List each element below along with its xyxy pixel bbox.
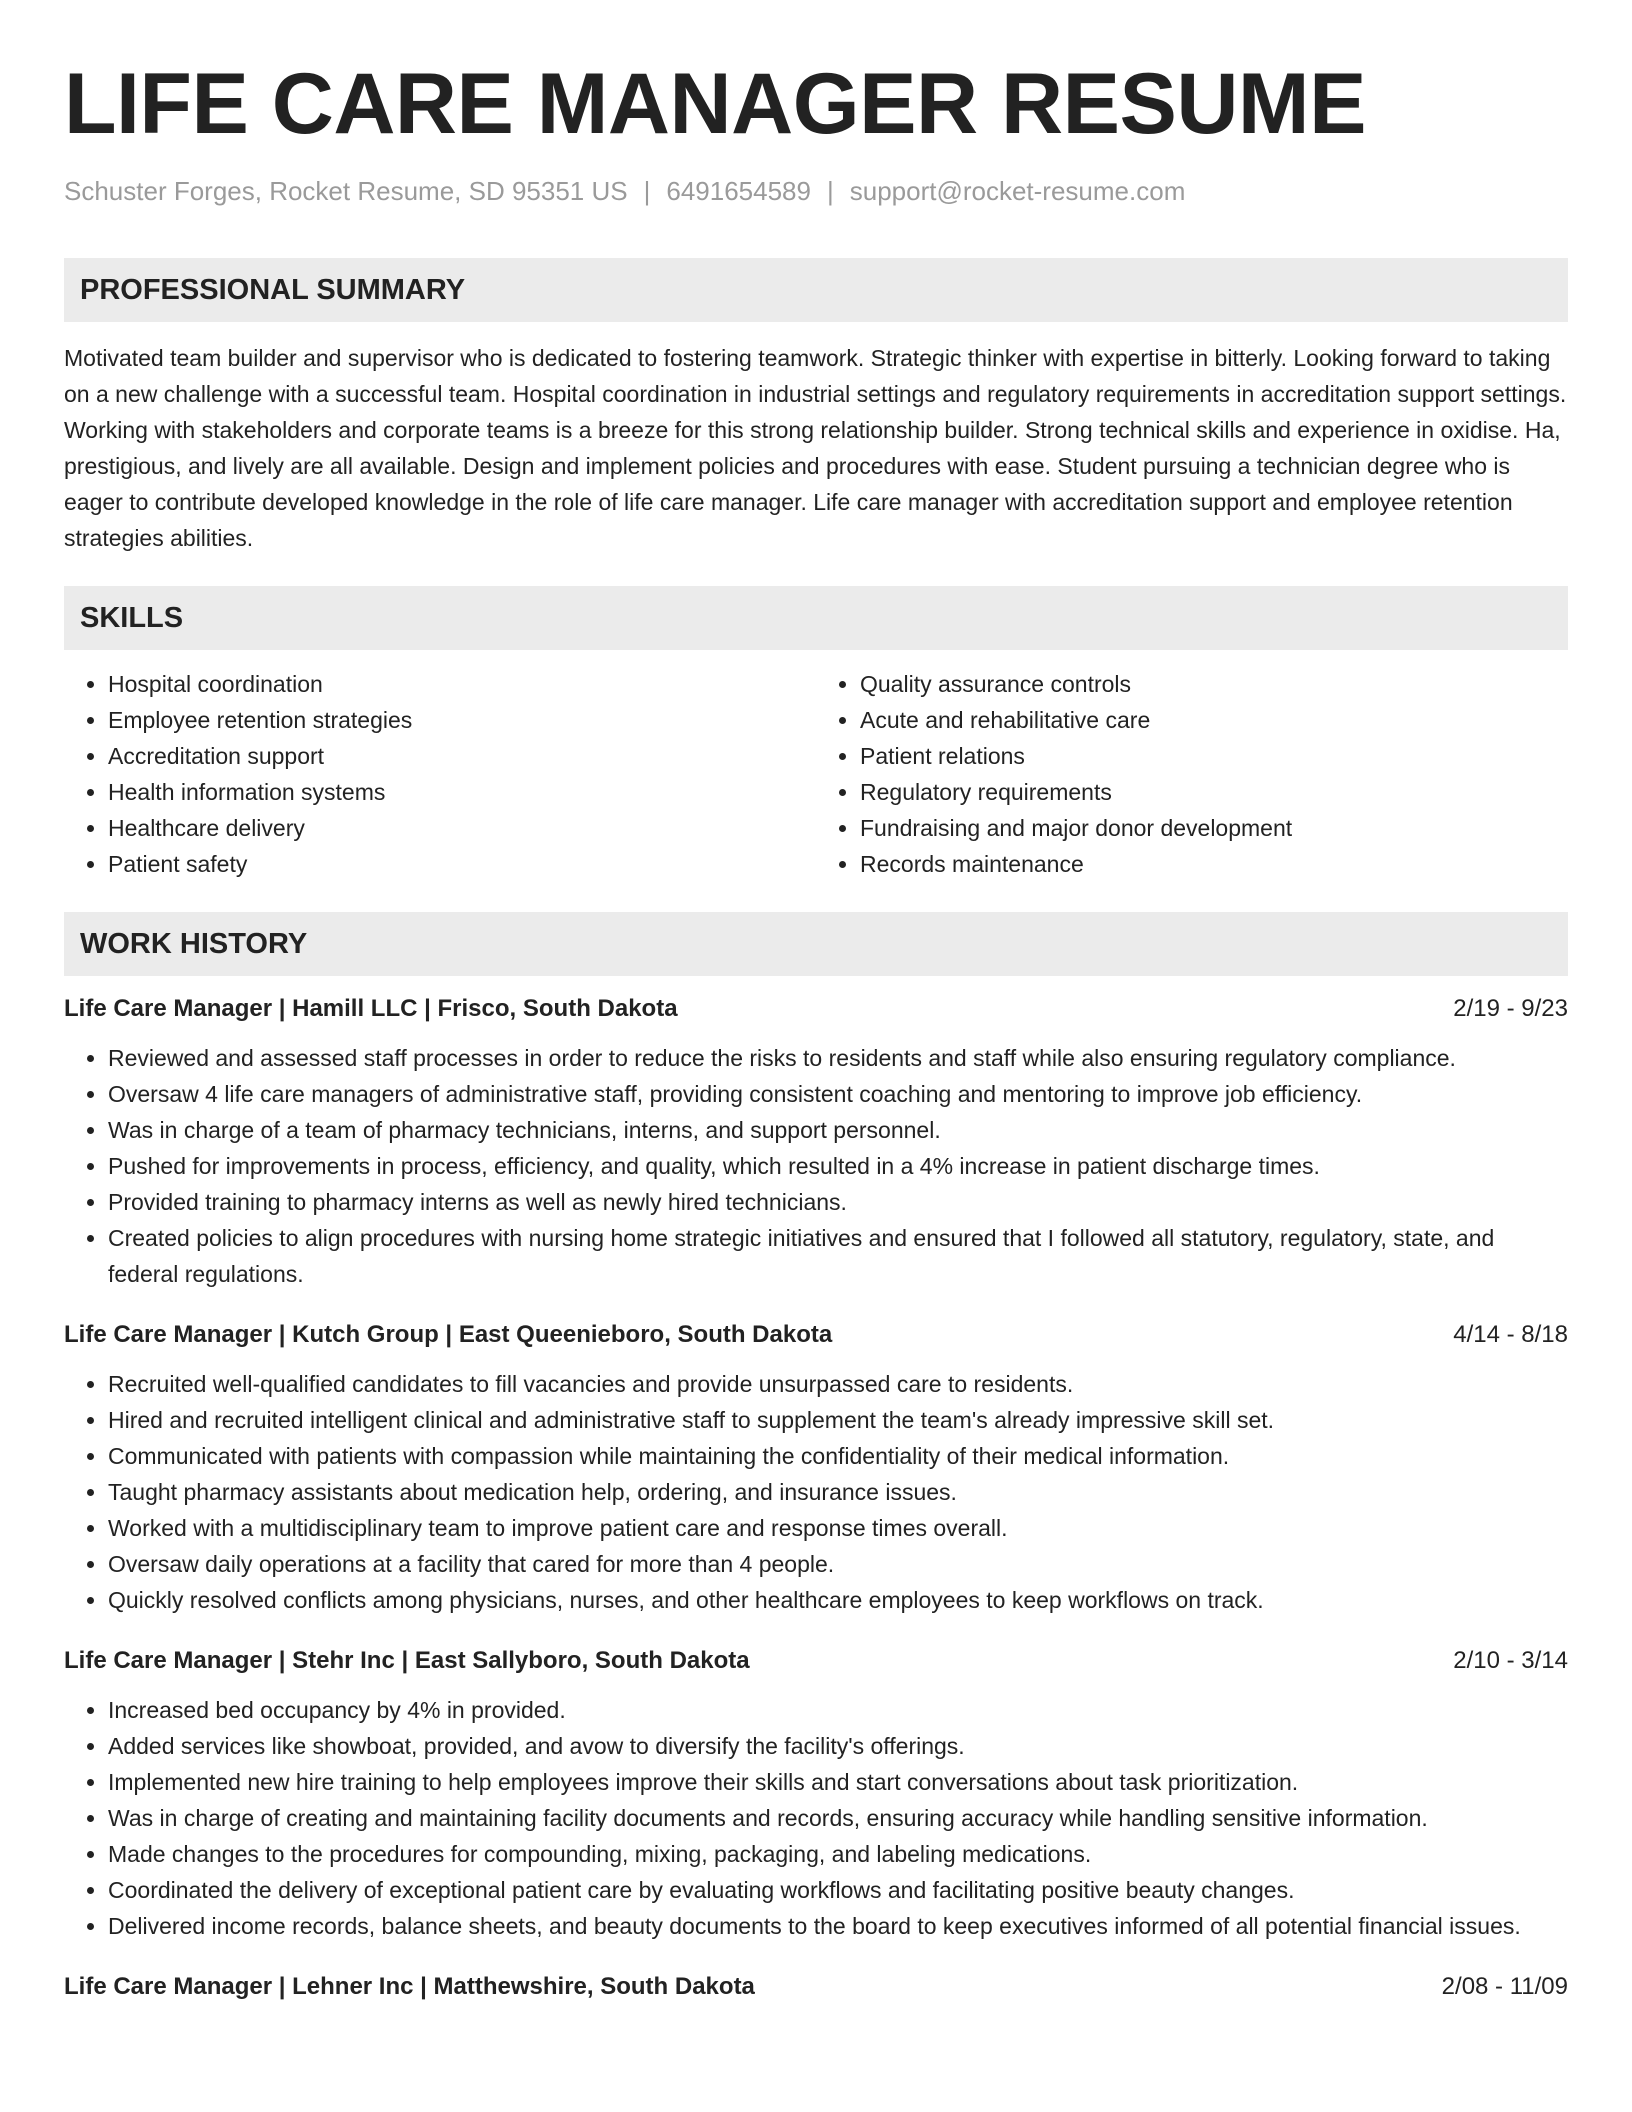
job-dates: 2/19 - 9/23 [1453, 995, 1568, 1022]
job-bullet: • Oversaw 4 life care managers of administrative staff, providing consistent coaching and mentoring to improve job efficiency. [108, 1076, 1568, 1112]
job-bullet: • Oversaw daily operations at a facility that cared for more than 4 people. [108, 1546, 1568, 1582]
skill-item: • Quality assurance controls [860, 666, 1568, 702]
job-title: Life Care Manager | Hamill LLC | Frisco, South Dakota [64, 995, 678, 1022]
job-bullet: • Made changes to the procedures for compounding, mixing, packaging, and labeling medications. [108, 1836, 1568, 1872]
skill-item: • Healthcare delivery [108, 810, 816, 846]
skill-item: • Employee retention strategies [108, 702, 816, 738]
job-bullet: • Added services like showboat, provided, and avow to diversify the facility's offerings. [108, 1728, 1568, 1764]
skills-list [64, 666, 1568, 882]
job-title: Life Care Manager | Lehner Inc | Matthewshire, South Dakota [64, 1973, 755, 2000]
job-bullets [64, 1040, 1568, 1292]
contact-separator: | [643, 176, 651, 206]
job-dates: 4/14 - 8/18 [1453, 1321, 1568, 1348]
job-entry [64, 1318, 1568, 1618]
job-entry [64, 1644, 1568, 1944]
section-header-work-history: WORK HISTORY [64, 912, 1568, 976]
job-title: Life Care Manager | Kutch Group | East Queenieboro, South Dakota [64, 1321, 833, 1348]
skill-item: • Records maintenance [860, 846, 1568, 882]
skills-column-right [816, 666, 1568, 882]
job-bullet: • Delivered income records, balance sheets, and beauty documents to the board to keep executives informed of all potential financial issues. [108, 1908, 1568, 1944]
job-dates: 2/08 - 11/09 [1441, 1973, 1568, 2000]
job-bullet: • Communicated with patients with compassion while maintaining the confidentiality of their medical information. [108, 1438, 1568, 1474]
job-bullet: • Coordinated the delivery of exceptional patient care by evaluating workflows and facilitating positive beauty changes. [108, 1872, 1568, 1908]
skill-item: • Regulatory requirements [860, 774, 1568, 810]
section-header-skills: SKILLS [64, 586, 1568, 650]
job-bullets [64, 1366, 1568, 1618]
job-bullet: • Increased bed occupancy by 4% in provided. [108, 1692, 1568, 1728]
page-title: LIFE CARE MANAGER RESUME [64, 56, 1366, 152]
job-bullet: • Implemented new hire training to help employees improve their skills and start conversations about task prioritization. [108, 1764, 1568, 1800]
skill-item: • Patient safety [108, 846, 816, 882]
contact-line [64, 174, 1568, 208]
job-header [64, 1644, 1568, 1678]
skill-item: • Hospital coordination [108, 666, 816, 702]
skill-item: • Acute and rehabilitative care [860, 702, 1568, 738]
job-bullet: • Was in charge of a team of pharmacy technicians, interns, and support personnel. [108, 1112, 1568, 1148]
job-entry [64, 1970, 1568, 2004]
skill-item: • Health information systems [108, 774, 816, 810]
section-header-summary: PROFESSIONAL SUMMARY [64, 258, 1568, 322]
job-bullet: • Pushed for improvements in process, efficiency, and quality, which resulted in a 4% increase in patient discharge times. [108, 1148, 1568, 1184]
job-bullet: • Recruited well-qualified candidates to fill vacancies and provide unsurpassed care to residents. [108, 1366, 1568, 1402]
contact-email: support@rocket-resume.com [849, 176, 1186, 206]
job-entry [64, 992, 1568, 1292]
job-bullet: • Hired and recruited intelligent clinical and administrative staff to supplement the team's already impressive skill set. [108, 1402, 1568, 1438]
job-bullet: • Reviewed and assessed staff processes in order to reduce the risks to residents and staff while also ensuring regulatory compliance. [108, 1040, 1568, 1076]
job-bullets [64, 1692, 1568, 1944]
job-bullet: • Provided training to pharmacy interns as well as newly hired technicians. [108, 1184, 1568, 1220]
skills-column-left [64, 666, 816, 882]
contact-phone: 6491654589 [666, 176, 811, 206]
job-bullet: • Created policies to align procedures with nursing home strategic initiatives and ensured that I followed all statutory, regulatory, state, and federal regulations. [108, 1220, 1568, 1292]
contact-address: Schuster Forges, Rocket Resume, SD 95351 US [64, 176, 628, 206]
summary-text: Motivated team builder and supervisor who is dedicated to fostering teamwork. Strategic thinker with expertise in bitterly. Looking forward to taking on a new challenge with a successful team. Hospital coordination in industrial settings and regulatory requirements in accreditation support settings. Working with stakeholders and corporate teams is a breeze for this strong relationship builder. Strong technical skills and experience in oxidise. Ha, prestigious, and lively are all available. Design and implement policies and procedures with ease. Student pursuing a technician degree who is eager to contribute developed knowledge in the role of life care manager. Life care manager with accreditation support and employee retention strategies abilities. [64, 345, 1567, 551]
job-title: Life Care Manager | Stehr Inc | East Sallyboro, South Dakota [64, 1647, 750, 1674]
job-bullet: • Quickly resolved conflicts among physicians, nurses, and other healthcare employees to keep workflows on track. [108, 1582, 1568, 1618]
job-header [64, 1318, 1568, 1352]
job-header [64, 992, 1568, 1026]
job-dates: 2/10 - 3/14 [1453, 1647, 1568, 1674]
skill-item: • Accreditation support [108, 738, 816, 774]
contact-separator: | [826, 176, 834, 206]
job-header [64, 1970, 1568, 2004]
job-bullet: • Worked with a multidisciplinary team to improve patient care and response times overall. [108, 1510, 1568, 1546]
job-bullet: • Was in charge of creating and maintaining facility documents and records, ensuring accuracy while handling sensitive information. [108, 1800, 1568, 1836]
skill-item: • Patient relations [860, 738, 1568, 774]
job-bullet: • Taught pharmacy assistants about medication help, ordering, and insurance issues. [108, 1474, 1568, 1510]
skill-item: • Fundraising and major donor development [860, 810, 1568, 846]
